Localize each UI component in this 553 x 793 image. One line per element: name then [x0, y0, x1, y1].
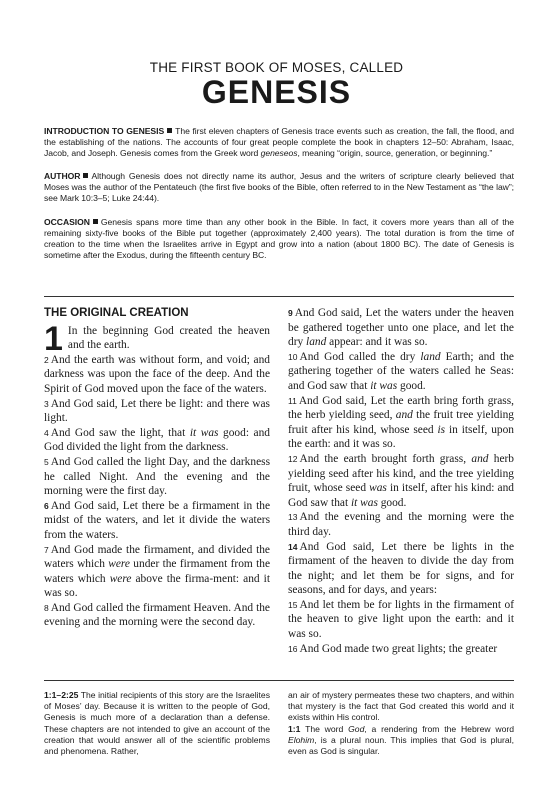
- verse-text: And the earth brought forth grass, and herb yielding seed after his kind, and the tree yielding fruit, whose seed was in itself, after his kind: and God saw that it was good.: [288, 452, 515, 509]
- verse: [44, 455, 270, 499]
- verse-number: 5: [44, 456, 49, 467]
- study-note-left: [44, 690, 270, 757]
- notes-divider: [44, 680, 514, 681]
- verse-text: In the beginning God created the heaven and the earth.: [67, 324, 270, 352]
- intro-introduction: [44, 126, 514, 159]
- verse-number: 14: [288, 541, 298, 552]
- verse-number: 8: [44, 602, 49, 613]
- verse-number: 7: [44, 544, 49, 555]
- verse-text: And God made two great lights; the greater: [299, 642, 498, 655]
- verse: [44, 397, 270, 426]
- verse-number: 15: [288, 599, 298, 610]
- square-bullet-icon: [93, 219, 98, 224]
- note-text: The initial recipients of this story are the Israelites of Moses’ day. Because it is written to the people of God, Genesis is much more of a declaration than a defense. These chapters are not intended to give an account of the creation that would answer all of the scientific problems and phenomena. Rather,: [44, 690, 270, 757]
- section-heading: THE ORIGINAL CREATION: [44, 307, 189, 319]
- verse-list-left: [44, 319, 271, 630]
- chapter-number: 1: [44, 319, 63, 358]
- verse-number: 2: [44, 354, 49, 365]
- scripture-column-left: [44, 306, 270, 630]
- verse: [288, 540, 514, 598]
- verse-number: 13: [288, 512, 298, 523]
- verse: [288, 642, 514, 657]
- intro-author: [44, 171, 514, 204]
- verse-text: And the evening and the morning were the third day.: [288, 511, 514, 538]
- verse-number: 10: [288, 351, 298, 362]
- book-subtitle: THE FIRST BOOK OF MOSES, CALLED: [149, 60, 404, 75]
- verse: [288, 598, 514, 642]
- verse: [288, 394, 514, 452]
- verse: [288, 350, 514, 394]
- study-note-right: [288, 690, 514, 757]
- note-text: The word God, a rendering from the Hebrew word Elohim, is a plural noun. This implies that God is plural, even as God is singular.: [288, 723, 514, 757]
- verse-number: 11: [288, 395, 297, 406]
- square-bullet-icon: [167, 128, 172, 133]
- verse-text: And God saw the light, that it was good: and God divided the light from the darkness.: [44, 426, 271, 454]
- verse-text: And God called the dry land Earth; and the gathering together of the waters called he Seas: and God saw that it was good.: [288, 350, 514, 392]
- verse-number: 12: [288, 453, 298, 464]
- note-reference: 1:1: [288, 723, 301, 734]
- verse-text: And God said, Let the waters under the heaven be gathered together unto one place, and let the dry land appear: and it was so.: [288, 307, 514, 349]
- verse-number: 3: [44, 398, 49, 409]
- book-title: GENESIS: [201, 74, 352, 110]
- verse: [44, 353, 270, 397]
- verse-text: And God said, Let there be lights in the firmament of the heaven to divide the day from the night; and let them be for signs, and for seasons, and for days, and years:: [288, 540, 514, 597]
- verse-list-right: [288, 306, 514, 656]
- verse-text: And God said, Let there be light: and there was light.: [44, 397, 270, 425]
- verse-text: And God made the firmament, and divided the waters which were under the firmament from the waters which were above the firma-ment: and it was so.: [44, 543, 271, 600]
- note-reference: 1:1–2:25: [44, 690, 79, 700]
- note-continuation: an air of mystery permeates these two chapters, and within that mystery is the fact that God created this world and it exists within His control.: [288, 690, 514, 723]
- verse: [44, 319, 270, 358]
- verse-number: 9: [288, 308, 293, 318]
- verse: [44, 499, 270, 543]
- verse-text: And let them be for lights in the firmament of the heaven to give light upon the earth: and it was so.: [288, 598, 514, 641]
- intro-italic-word: geneseos: [260, 148, 298, 158]
- verse-text: And God said, Let the earth bring forth grass, the herb yielding seed, and the fruit tree yielding fruit after his kind, whose seed is in itself, upon the earth: and it was so.: [288, 394, 514, 451]
- verse: [44, 543, 270, 601]
- verse-text: And God said, Let there be a firmament in the midst of the waters, and let it divide the waters from the waters.: [44, 499, 270, 541]
- verse-number: 16: [288, 643, 298, 654]
- intro-occasion: [44, 217, 514, 261]
- verse: [44, 426, 270, 455]
- verse-text: And God called the light Day, and the darkness he called Night. And the evening and the morning were the first day.: [44, 455, 270, 498]
- verse: [288, 510, 514, 539]
- intro-text: Although Genesis does not directly name its author, Jesus and the writers of scripture clearly believed that Moses was the author of the Pentateuch (the first five books of the Bible, often referred to in the New Testament as “the law”; see Mark 10:3–5; Luke 24:44).: [44, 171, 514, 203]
- intro-text-after: , meaning “origin, source, generation, or beginning.”: [297, 148, 493, 158]
- verse-text: And God called the firmament Heaven. And the evening and the morning were the second day.: [44, 601, 270, 629]
- verse-text: And the earth was without form, and void; and darkness was upon the face of the deep. And the Spirit of God moved upon the face of the waters.: [44, 353, 270, 395]
- intro-heading: INTRODUCTION TO GENESIS: [44, 126, 165, 136]
- square-bullet-icon: [83, 173, 88, 178]
- verse-number: 4: [44, 427, 49, 438]
- verse: [44, 601, 270, 630]
- verse: [288, 452, 514, 510]
- intro-heading: OCCASION: [44, 217, 90, 227]
- verse-number: 6: [44, 500, 49, 511]
- intro-heading: AUTHOR: [44, 171, 81, 181]
- scripture-column-right: [288, 306, 514, 656]
- section-divider: [44, 296, 514, 297]
- intro-text: Genesis spans more time than any other book in the Bible. In fact, it covers more years than all of the remaining sixty-five books of the Bible put together (approximately 2,400 years). The total duration is from the time of creation to the time when the Israelites arrive in Egypt and grow into a nation (about 1800 BC). The date of Genesis is sometime after the Exodus, during the fifteenth century BC.: [44, 217, 514, 260]
- verse: [288, 306, 514, 350]
- intro-text: The first eleven chapters of Genesis trace events such as creation, the fall, the flood, and the establishing of the nations. The accounts of four great people complete the book in chapters 12–50: Abraham, Isaac, Jacob, and Joseph. Genesis comes from the Greek word: [44, 126, 514, 158]
